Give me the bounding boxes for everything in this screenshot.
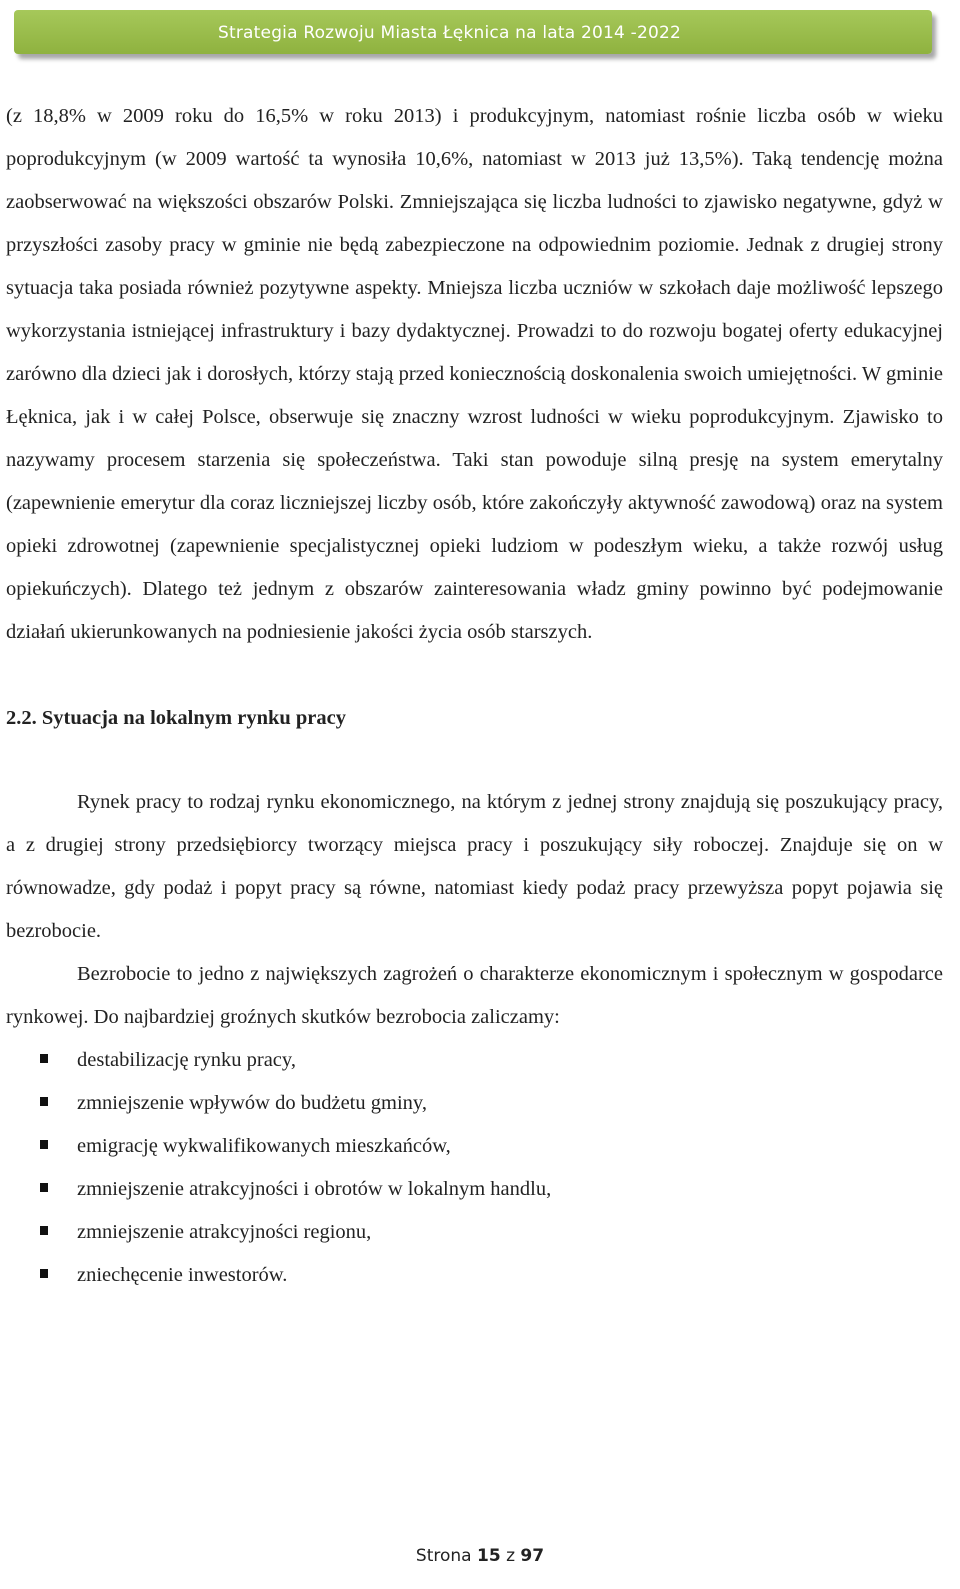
bullet-list — [6, 1039, 943, 1297]
list-item — [6, 1125, 943, 1168]
spacer — [6, 740, 943, 781]
list-item-text: zmniejszenie atrakcyjności i obrotów w lokalnym handlu, — [77, 1178, 552, 1200]
list-item — [6, 1211, 943, 1254]
square-bullet-icon — [40, 1183, 48, 1192]
footer-prefix: Strona — [415, 1546, 477, 1566]
spacer — [6, 654, 943, 697]
list-item — [6, 1254, 943, 1297]
list-item-text: emigrację wykwalifikowanych mieszkańców, — [77, 1135, 451, 1157]
square-bullet-icon — [40, 1269, 48, 1278]
body-paragraph-3: Bezrobocie to jedno z największych zagrożeń o charakterze ekonomicznym i społecznym w gospodarce rynkowej. Do najbardziej groźnych skutków bezrobocia zaliczamy: — [6, 963, 943, 1028]
list-item-text: zmniejszenie atrakcyjności regionu, — [77, 1221, 372, 1243]
list-item-text: destabilizację rynku pracy, — [77, 1049, 296, 1071]
page-footer — [0, 1546, 960, 1566]
list-item-text: zniechęcenie inwestorów. — [77, 1264, 288, 1286]
body-paragraph-2: Rynek pracy to rodzaj rynku ekonomicznego, na którym z jednej strony znajdują się poszukujący pracy, a z drugiej strony przedsiębiorcy tworzący miejsca pracy i poszukujący siły roboczej. Znajduje się on w równowadze, gdy podaż i popyt pracy są równe, natomiast kiedy podaż pracy przewyższa popyt pojawia się bezrobocie. — [6, 791, 943, 942]
list-item — [6, 1168, 943, 1211]
list-item-text: zmniejszenie wpływów do budżetu gminy, — [77, 1092, 427, 1114]
square-bullet-icon — [40, 1054, 48, 1063]
square-bullet-icon — [40, 1097, 48, 1106]
square-bullet-icon — [40, 1226, 48, 1235]
list-item — [6, 1039, 943, 1082]
body-paragraph-1: (z 18,8% w 2009 roku do 16,5% w roku 2013) i produkcyjnym, natomiast rośnie liczba osób w wieku poprodukcyjnym (w 2009 wartość ta wynosiła 10,6%, natomiast w 2013 już 13,5%). Taką tendencję można zaobserwować na większości obszarów Polski. Zmniejszająca się liczba ludności to zjawisko negatywne, gdyż w przyszłości zasoby pracy w gminie nie będą zabezpieczone na odpowiednim poziomie. Jednak z drugiej strony sytuacja taka posiada również pozytywne aspekty. Mniejsza liczba uczniów w szkołach daje możliwość lepszego wykorzystania istniejącej infrastruktury i bazy dydaktycznej. Prowadzi to do rozwoju bogatej oferty edukacyjnej zarówno dla dzieci jak i dorosłych, którzy stają przed koniecznością doskonalenia swoich umiejętności. W gminie Łęknica, jak i w całej Polsce, obserwuje się znaczny wzrost ludności w wieku poprodukcyjnym. Zjawisko to nazywamy procesem starzenia się społeczeństwa. Taki stan powoduje silną presję na system emerytalny (zapewnienie emerytur dla coraz liczniejszej liczby osób, które zakończyły aktywność zawodową) oraz na system opieki zdrowotnej (zapewnienie specjalistycznej opieki ludziom w podeszłym wieku, a także rozwój usług opiekuńczych). Dlatego też jednym z obszarów zainteresowania władz gminy powinno być podejmowanie działań ukierunkowanych na podniesienie jakości życia osób starszych. — [6, 105, 943, 643]
list-item — [6, 1082, 943, 1125]
document-title: Strategia Rozwoju Miasta Łęknica na lata 2014 -2022 — [218, 23, 682, 43]
footer-separator: z — [500, 1546, 521, 1566]
section-heading: 2.2. Sytuacja na lokalnym rynku pracy — [6, 707, 347, 729]
footer-page-number: 15 — [477, 1546, 501, 1566]
square-bullet-icon — [40, 1140, 48, 1149]
page-content — [6, 95, 943, 1297]
footer-page-total: 97 — [520, 1546, 545, 1566]
